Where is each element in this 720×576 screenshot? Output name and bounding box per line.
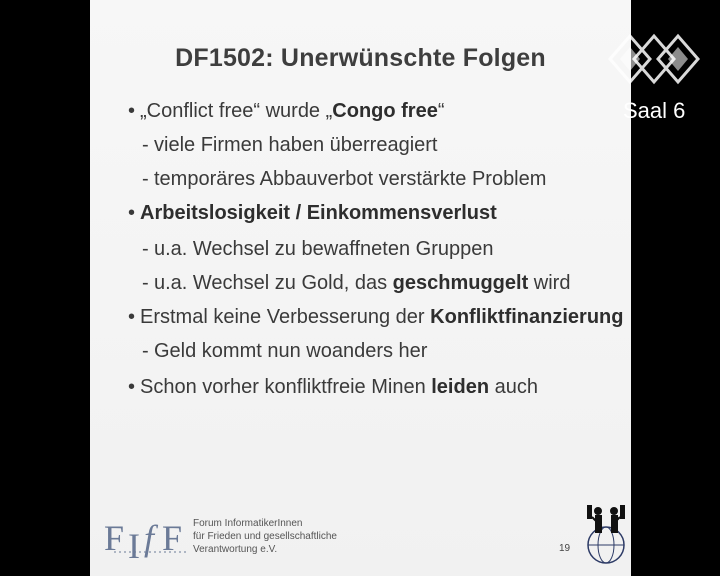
bullet-marker: -: [142, 238, 149, 260]
bullet-text: auch: [489, 376, 538, 398]
bullet-marker: -: [142, 134, 149, 156]
org-line: Verantwortung e.V.: [193, 544, 278, 555]
org-line: Forum InformatikerInnen: [193, 518, 303, 529]
bullet-marker: •: [128, 306, 136, 328]
bullet-text: wird: [528, 272, 571, 294]
bullet-text: temporäres Abbauverbot verstärkte Problem: [154, 168, 547, 190]
bullet-text-bold: Congo free: [332, 100, 438, 122]
sub-bullet-item: [142, 134, 438, 157]
page-number: 19: [559, 543, 571, 554]
bullet-text-bold: Arbeitslosigkeit / Einkommensverlust: [140, 202, 497, 224]
fiff-logo: [102, 510, 194, 566]
organization-name: [193, 517, 337, 556]
bullet-marker: •: [128, 376, 136, 398]
bullet-item: [128, 202, 497, 225]
bullet-marker: •: [128, 100, 136, 122]
svg-text:f: f: [144, 518, 155, 558]
channel-label: Saal 6: [623, 98, 686, 123]
slide-title: DF1502: Unerwünschte Folgen: [175, 44, 546, 72]
bullet-marker: •: [128, 202, 136, 224]
bullet-text-bold: leiden: [431, 376, 490, 398]
sub-bullet-item: [142, 340, 427, 363]
bullet-text-bold: Konfliktfinanzierung: [430, 306, 624, 328]
bullet-text: Erstmal keine Verbesserung der: [140, 306, 431, 328]
bullet-marker: -: [142, 272, 149, 294]
svg-text:F: F: [104, 518, 125, 558]
bullet-item: [128, 376, 538, 399]
bullet-marker: -: [142, 340, 149, 362]
bullet-text: u.a. Wechsel zu bewaffneten Gruppen: [154, 238, 494, 260]
bullet-item: [128, 306, 623, 329]
fair-computer-logo: [583, 503, 629, 569]
bullet-text: viele Firmen haben überreagiert: [154, 134, 438, 156]
svg-text:I: I: [128, 526, 140, 566]
bullet-text: u.a. Wechsel zu Gold, das: [154, 272, 393, 294]
bullet-text-bold: geschmuggelt: [392, 272, 529, 294]
org-line: für Frieden und gesellschaftliche: [193, 531, 337, 542]
ccc-channel-logo-icon: [606, 26, 700, 92]
svg-text:F: F: [162, 518, 183, 558]
sub-bullet-item: [142, 238, 493, 261]
sub-bullet-item: [142, 168, 546, 191]
bullet-marker: -: [142, 168, 149, 190]
bullet-text: Geld kommt nun woanders her: [154, 340, 428, 362]
bullet-text: „Conflict free“ wurde „: [140, 100, 333, 122]
bullet-text: Schon vorher konfliktfreie Minen: [140, 376, 432, 398]
bullet-item: [128, 100, 445, 123]
presentation-slide: [90, 0, 631, 576]
bullet-text: “: [437, 100, 445, 122]
sub-bullet-item: [142, 272, 570, 295]
